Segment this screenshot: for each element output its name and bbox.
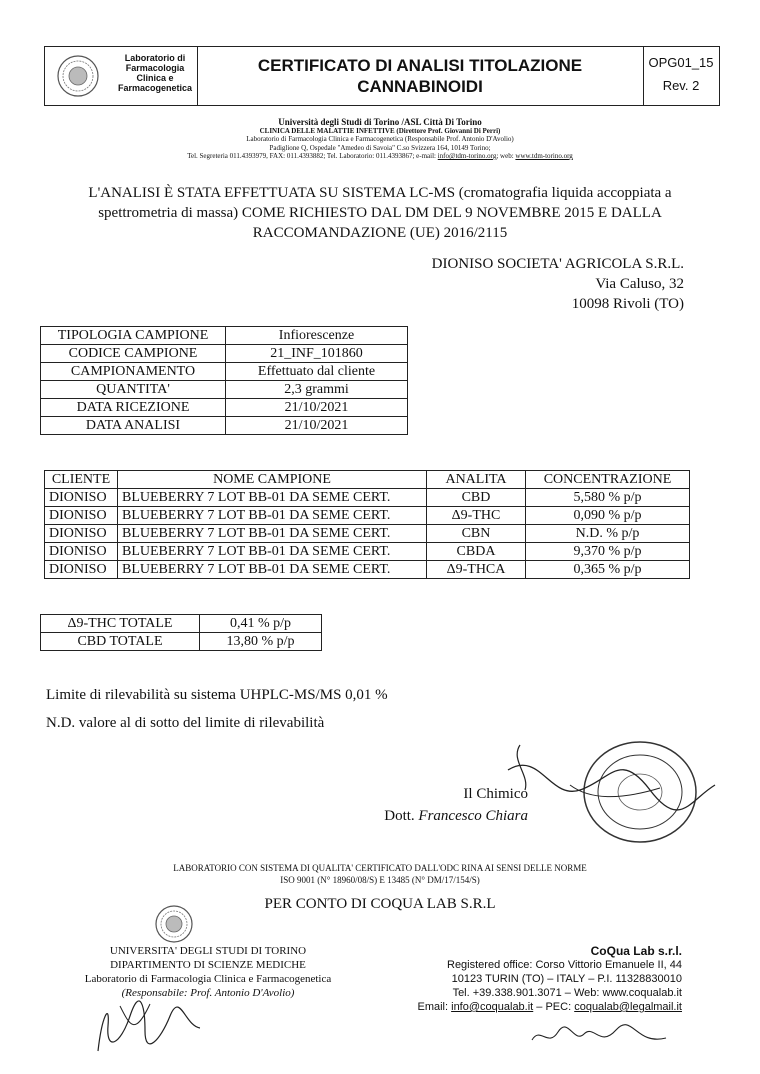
document-code: OPG01_15	[648, 55, 714, 70]
table-row: DIONISO BLUEBERRY 7 LOT BB-01 DA SEME CERT. Δ9-THCA 0,365 % p/p	[45, 561, 690, 579]
document-revision: Rev. 2	[662, 78, 700, 93]
email-link[interactable]: info@tdm-torino.org	[437, 152, 497, 160]
university-seal-icon	[53, 53, 103, 99]
signatory-name: Dott. Francesco Chiara	[384, 808, 528, 824]
detection-limit-note: Limite di rilevabilità su sistema UHPLC-MS/MS 0,01 %	[46, 687, 388, 703]
document-header	[44, 46, 720, 106]
coqua-name: CoQua Lab s.r.l.	[590, 944, 682, 958]
university-seal-icon	[152, 904, 196, 944]
table-row: Δ9-THC TOTALE 0,41 % p/p	[41, 615, 322, 633]
nd-note: N.D. valore al di sotto del limite di rilevabilità	[46, 715, 325, 731]
table-row: DIONISO BLUEBERRY 7 LOT BB-01 DA SEME CERT. CBD 5,580 % p/p	[45, 489, 690, 507]
coqua-email-line: Email: info@coqualab.it – PEC: coqualab@legalmail.it	[417, 1001, 682, 1013]
analysis-statement: L'ANALISI È STATA EFFETTUATA SU SISTEMA LC-MS (cromatografia liquida accoppiata a spettrometria di massa) COME RICHIESTO DAL DM DEL 9 NOVEMBRE 2015 E DALLA RACCOMANDAZIONE (UE) 2016/2115	[88, 185, 672, 241]
lab-logo-cell	[45, 47, 198, 105]
web-link[interactable]: www.tdm-torino.org	[515, 152, 573, 160]
totals-table	[40, 614, 322, 651]
table-row: CAMPIONAMENTO Effettuato dal cliente	[41, 363, 408, 381]
results-table	[44, 470, 690, 579]
table-row: DIONISO BLUEBERRY 7 LOT BB-01 DA SEME CERT. CBDA 9,370 % p/p	[45, 543, 690, 561]
university-department-block: UNIVERSITA' DEGLI STUDI DI TORINO DIPARTIMENTO DI SCIENZE MEDICHE Laboratorio di Farmacologia Clinica e Farmacogenetica (Responsabile: Prof. Antonio D'Avolio)	[84, 945, 332, 999]
quality-certification: LABORATORIO CON SISTEMA DI QUALITA' CERTIFICATO DALL'ODC RINA AI SENSI DELLE NORME ISO 9001 (N° 18960/08/S) E 13485 (N° DM/17/154/S)	[173, 863, 587, 885]
signatory-role: Il Chimico	[463, 786, 528, 802]
university-info: Università degli Studi di Torino /ASL Città Di Torino CLINICA DELLE MALATTIE INFETTIVE (Direttore Prof. Giovanni Di Perri) Laboratorio di Farmacologia Clinica e Farmacogenetica (Responsabile Prof. Antonio D'Avolio) Padiglione Q, Ospedale "Amedeo di Savoia" C.so Svizzera 164, 10149 Torino; Tel. Segreteria 011.4393979, FAX: 011.4393882; Tel. Laboratorio: 011.4393867; e-mail: info@tdm-torino.org; web: www.tdm-torino.org	[80, 118, 680, 161]
document-title: CERTIFICATO DI ANALISI TITOLAZIONE CANNABINOIDI	[257, 56, 583, 96]
table-row: CODICE CAMPIONE 21_INF_101860	[41, 345, 408, 363]
signature-icon	[526, 1018, 676, 1054]
table-row: DIONISO BLUEBERRY 7 LOT BB-01 DA SEME CERT. Δ9-THC 0,090 % p/p	[45, 507, 690, 525]
document-title-cell	[197, 47, 644, 105]
coqua-block: CoQua Lab s.r.l. Registered office: Corso Vittorio Emanuele II, 44 10123 TURIN (TO) – ITALY – P.I. 11328830010 Tel. +39.338.901.3071 – Web: www.coqualab.it Email: info@coqualab.it – PEC: coqualab@legalmail.it	[417, 944, 682, 1013]
sample-info-table	[40, 326, 408, 435]
table-header-row: CLIENTE NOME CAMPIONE ANALITA CONCENTRAZIONE	[45, 471, 690, 489]
table-row: QUANTITA' 2,3 grammi	[41, 381, 408, 399]
table-row: DIONISO BLUEBERRY 7 LOT BB-01 DA SEME CERT. CBN N.D. % p/p	[45, 525, 690, 543]
table-row: TIPOLOGIA CAMPIONE Infiorescenze	[41, 327, 408, 345]
coqua-email-link[interactable]: info@coqualab.it	[451, 1001, 534, 1013]
signature-icon	[90, 996, 220, 1056]
contact-line: Tel. Segreteria 011.4393979, FAX: 011.4393882; Tel. Laboratorio: 011.4393867; e-mail: info@tdm-torino.org; web: www.tdm-torino.org	[187, 152, 573, 160]
document-code-cell	[643, 47, 719, 105]
chemist-stamp-icon	[500, 730, 720, 850]
coqua-pec-link[interactable]: coqualab@legalmail.it	[574, 1001, 682, 1013]
table-row: DATA ANALISI 21/10/2021	[41, 417, 408, 435]
table-row: DATA RICEZIONE 21/10/2021	[41, 399, 408, 417]
lab-name: Laboratorio di Farmacologia Clinica e Farmacogenetica	[117, 53, 193, 93]
on-behalf-title: PER CONTO DI COQUA LAB S.R.L	[264, 896, 496, 912]
recipient-address: DIONISO SOCIETA' AGRICOLA S.R.L. Via Caluso, 32 10098 Rivoli (TO)	[431, 256, 684, 312]
table-row: CBD TOTALE 13,80 % p/p	[41, 633, 322, 651]
